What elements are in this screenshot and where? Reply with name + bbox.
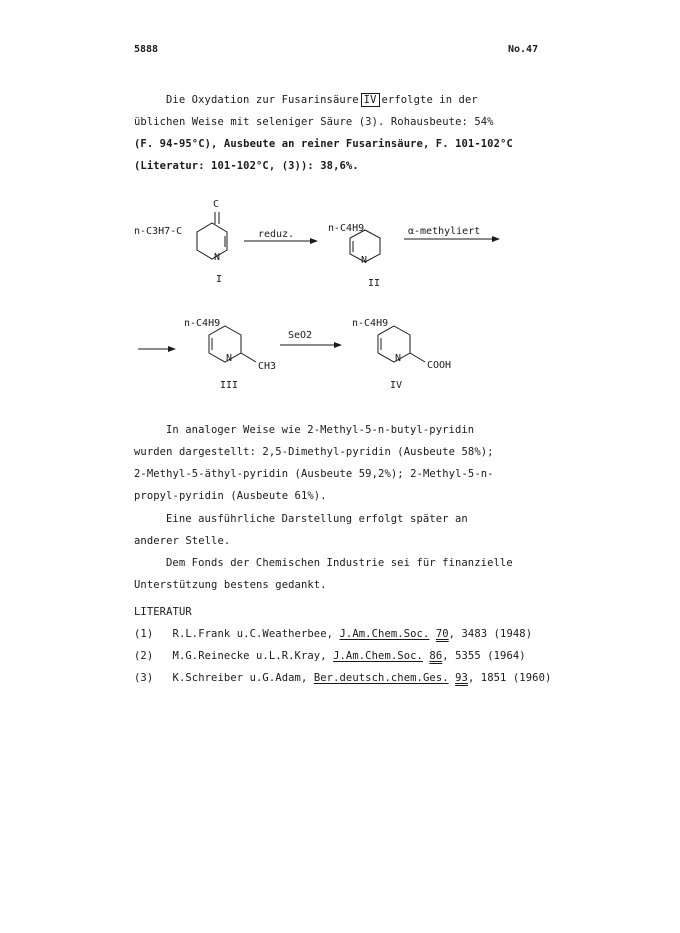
para4-line2: Unterstützung bestens gedankt. [134, 579, 327, 591]
carbonyl-c: C [213, 199, 220, 210]
ref-volume: 93 [455, 672, 468, 684]
label-II: II [368, 278, 381, 289]
compound-III [184, 318, 276, 391]
pyridine-ring-III [209, 326, 241, 362]
arrow-seo2-label: SeO2 [288, 330, 313, 341]
arrow-methyliert [404, 226, 500, 242]
para3-line2: anderer Stelle. [134, 535, 231, 547]
reference-2 [134, 650, 526, 662]
para1-text-b: erfolgte in der [381, 94, 478, 106]
issue-number: No.47 [508, 44, 539, 55]
ref-pages-year: , 5355 (1964) [442, 650, 526, 662]
ring-n-IV: N [395, 353, 402, 364]
ref-number: (1) [134, 628, 154, 640]
reference-3 [134, 672, 551, 684]
compound-II [328, 223, 380, 289]
substituent-II: n-C4H9 [328, 223, 365, 234]
ref-authors: M.G.Reinecke u.L.R.Kray, [172, 650, 327, 662]
pyridine-ring-IV [378, 326, 410, 362]
para1-line3: (F. 94-95°C), Ausbeute an reiner Fusarinsäure, F. 101-102°C [134, 138, 513, 150]
carboxyl-group: COOH [427, 360, 452, 371]
para2-line3: 2-Methyl-5-äthyl-pyridin (Ausbeute 59,2%); 2-Methyl-5-n- [134, 468, 494, 480]
ref-number: (3) [134, 672, 154, 684]
ref-number: (2) [134, 650, 154, 662]
ref-authors: R.L.Frank u.C.Weatherbee, [172, 628, 334, 640]
compound-IV [352, 318, 451, 391]
reaction-scheme [0, 190, 680, 400]
pyridine-ring-I [197, 223, 227, 259]
label-III: III [220, 380, 239, 391]
ref-journal: J.Am.Chem.Soc. [339, 628, 430, 640]
para1-line1 [166, 94, 478, 106]
arrow-reduz [244, 229, 318, 244]
ring-n-III: N [226, 353, 233, 364]
para1-line4: (Literatur: 101-102°C, (3)): 38,6%. [134, 160, 359, 172]
ring-n-II: N [361, 255, 368, 266]
substituent-IV: n-C4H9 [352, 318, 389, 329]
ref-volume: 86 [429, 650, 443, 662]
compound-I [134, 199, 227, 285]
ref-volume: 70 [435, 628, 449, 640]
literature-heading: LITERATUR [134, 606, 192, 618]
ref-journal: J.Am.Chem.Soc. [333, 650, 423, 662]
ring-n-I: N [214, 252, 221, 263]
ref-journal: Ber.deutsch.chem.Ges. [313, 672, 449, 684]
para3-line1: Eine ausführliche Darstellung erfolgt später an [166, 513, 468, 525]
label-I: I [216, 274, 223, 285]
arrow-reduz-label: reduz. [258, 229, 295, 240]
ref-pages-year: , 1851 (1960) [467, 672, 552, 684]
para1-line2: üblichen Weise mit seleniger Säure (3). Rohausbeute: 54% [134, 116, 494, 128]
para1-text-a: Die Oxydation zur Fusarinsäure [166, 94, 359, 106]
label-IV: IV [390, 380, 403, 391]
para4-line1: Dem Fonds der Chemischen Industrie sei für finanzielle [166, 557, 513, 569]
compound-ref-box: IV [361, 93, 380, 107]
page-number: 5888 [134, 44, 159, 55]
substituent-III: n-C4H9 [184, 318, 221, 329]
methyl-group: CH3 [258, 361, 277, 372]
para2-line2: wurden dargestellt: 2,5-Dimethyl-pyridin (Ausbeute 58%); [134, 446, 494, 458]
ref-pages-year: , 3483 (1948) [448, 628, 533, 640]
para2-line4: propyl-pyridin (Ausbeute 61%). [134, 490, 327, 502]
substituent-I: n-C3H7-C [134, 226, 183, 237]
reference-1 [134, 628, 532, 640]
arrow-seo2 [280, 330, 342, 348]
ref-authors: K.Schreiber u.G.Adam, [172, 672, 308, 684]
para2-line1: In analoger Weise wie 2-Methyl-5-n-butyl-pyridin [166, 424, 475, 436]
arrow-methyliert-label: α-methyliert [408, 226, 481, 237]
arrow-lead [138, 346, 176, 352]
